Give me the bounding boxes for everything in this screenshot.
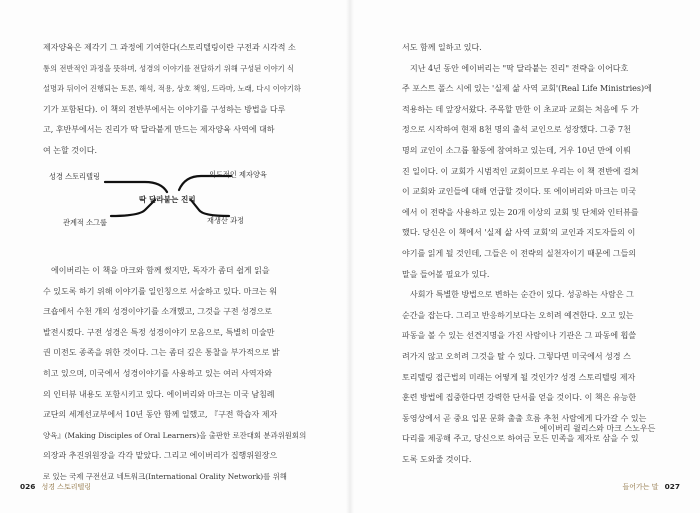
text-line: 말을 들어볼 필요가 있다. bbox=[402, 269, 490, 279]
left-page-footer bbox=[20, 482, 97, 492]
text-line: 기가 포함된다). 이 책의 전반부에서는 이야기를 구성하는 방법을 다루 bbox=[43, 104, 286, 114]
text-line: 려가지 않고 오히려 그것을 탈 수 있다. 그렇다면 미국에서 성경 스 bbox=[402, 351, 631, 361]
connector-top-left bbox=[105, 182, 167, 192]
text-line: 명의 교인이 소그룹 활동에 참여하고 있는데, 거우 10년 만에 이뤄 bbox=[402, 145, 631, 155]
text-line: 이 교회와 교인들에 대해 언급할 것이다. 또 에이버리와 마크는 미국 bbox=[402, 187, 637, 197]
text-line: 도록 도와줄 것이다. bbox=[402, 454, 472, 464]
text-line: 적용하는 데 앞장서왔다. 주목할 만한 이 초교파 교회는 처음에 두 가 bbox=[402, 104, 639, 114]
left-top-paragraph bbox=[43, 38, 313, 162]
text-line: 설명과 뒤이어 진행되는 토론, 해석, 적용, 상호 책임, 드라마, 노래, 다시 이야기하 bbox=[43, 84, 301, 94]
text-line: 파동을 볼 수 있는 선견지명을 가진 사람이나 기관은 그 파동에 휩쓸 bbox=[402, 331, 637, 341]
diagram-label-bottom-right: 재생산 과정 bbox=[207, 216, 245, 225]
diagram-label-center: 딱 달라붙는 진리 bbox=[139, 195, 196, 204]
concept-diagram bbox=[43, 160, 313, 240]
page-number: 026 bbox=[20, 482, 36, 491]
text-line: 여 논할 것이다. bbox=[43, 145, 97, 155]
text-line: 로 있는 국제 구전선교 네트워크(International Orality Network)를 위해 bbox=[43, 471, 287, 481]
text-line: 동영상에서 곧 중요 입문 문화 출출 흐름 추천 사람에게 다가갈 수 있는 bbox=[402, 413, 647, 423]
text-line: 수 있도록 하기 위해 이야기를 일인칭으로 서술하고 있다. 마크는 워 bbox=[43, 286, 278, 296]
right-body-text bbox=[402, 38, 672, 470]
connector-bottom-right bbox=[191, 200, 229, 216]
diagram-label-top-left: 성경 스토리텔링 bbox=[49, 172, 100, 181]
text-line: 의장과 추진위원장을 각각 맡았다. 그리고 에이버리가 집행위원장으 bbox=[43, 451, 278, 461]
text-line: 야기를 읽게 될 것인데, 그들은 이 전략의 실천자이기 때문에 그들의 bbox=[402, 248, 637, 258]
text-line: 순간을 잡는다. 그리고 반응하기보다는 오히려 예견한다. 오고 있는 bbox=[402, 310, 634, 320]
text-line: 양육』(Making Disciples of Oral Learners)을 출판한 로잔대회 분과위원회의 bbox=[43, 430, 307, 440]
right-page-footer bbox=[617, 482, 680, 492]
running-head: 성경 스토리텔링 bbox=[41, 483, 91, 491]
text-line: 에이버리는 이 책을 마크와 함께 썼지만, 독자가 좀더 쉽게 읽을 bbox=[51, 266, 270, 275]
text-line: 지난 4년 동안 에이버리는 "딱 달라붙는 진리" 전략을 이어다호 bbox=[410, 63, 629, 73]
diagram-label-top-right: 의도적인 제자양육 bbox=[209, 170, 267, 179]
text-line: 권 미전도 종족을 위한 것이다. 그는 좀더 깊은 통찰을 부가적으로 밝 bbox=[43, 348, 280, 358]
text-line: 서도 함께 일하고 있다. bbox=[402, 43, 482, 52]
left-bottom-paragraph bbox=[43, 261, 313, 488]
text-line: 다리를 제공해 주고, 당신으로 하여금 모든 민족을 제자로 삼을 수 있 bbox=[402, 434, 639, 444]
text-line: 토리텔링 접근법의 미래는 어떻게 될 것인가? 성경 스토리텔링 제자 bbox=[402, 372, 636, 382]
text-line: 교단의 세계선교부에서 10년 동안 함께 일했고, 『구전 학습자 제자 bbox=[43, 410, 278, 420]
text-line: 정으로 시작하여 현재 8천 명의 출석 교인으로 성장했다. 그중 7천 bbox=[402, 125, 631, 135]
page-number: 027 bbox=[664, 482, 680, 491]
text-line: 크숍에서 수천 개의 성경이야기를 소개했고, 그것을 구전 성경으로 bbox=[43, 307, 272, 317]
text-line: 고, 후반부에서는 진리가 딱 달라붙게 만드는 제자양육 사역에 대하 bbox=[43, 125, 275, 135]
text-line: 통의 전반적인 과정을 뜻하며, 성경의 이야기를 전달하기 위해 구성된 이야기 식 bbox=[43, 63, 295, 73]
text-line: 제자양육은 제각기 그 과정에 기여한다(스토리텔링이란 구전과 시각적 소 bbox=[43, 43, 296, 52]
text-line: 에서 이 전략을 사용하고 있는 20개 이상의 교회 및 단체와 인터뷰를 bbox=[402, 207, 639, 217]
text-line: 사회가 특별한 방법으로 변하는 순간이 있다. 성공하는 사람은 그 bbox=[410, 290, 634, 300]
author-signature: _ 에이버리 윌리스와 마크 스노우든 bbox=[533, 424, 656, 433]
text-line: 의 인터뷰 내용도 포함시키고 있다. 에이버리와 마크는 미국 남침례 bbox=[43, 389, 275, 399]
text-line: 훈련 방법에 집중한다면 강력한 단서를 얻을 것이다. 이 책은 유능한 bbox=[402, 393, 637, 403]
text-line: 했다. 당신은 이 책에서 '실제 삶 사역 교회'의 교인과 지도자들의 이 bbox=[402, 228, 636, 238]
text-line: 주 포스트 폴스 시에 있는 '실제 삶 사역 교회'(Real Life Ministries)에 bbox=[402, 84, 652, 94]
text-line: 히고 있으며, 미국에서 성경이야기를 사용하고 있는 여러 사역자와 bbox=[43, 368, 272, 378]
running-head: 들어가는 말 bbox=[622, 483, 659, 491]
text-line: 발전시켰다. 구전 성경은 특정 성경이야기 모음으로, 특별히 미술만 bbox=[43, 327, 275, 337]
diagram-label-bottom-left: 관계적 소그룹 bbox=[63, 218, 107, 227]
text-line: 진 일이다. 이 교회가 시범적인 교회이므로 우리는 이 책 전반에 걸쳐 bbox=[402, 166, 639, 176]
